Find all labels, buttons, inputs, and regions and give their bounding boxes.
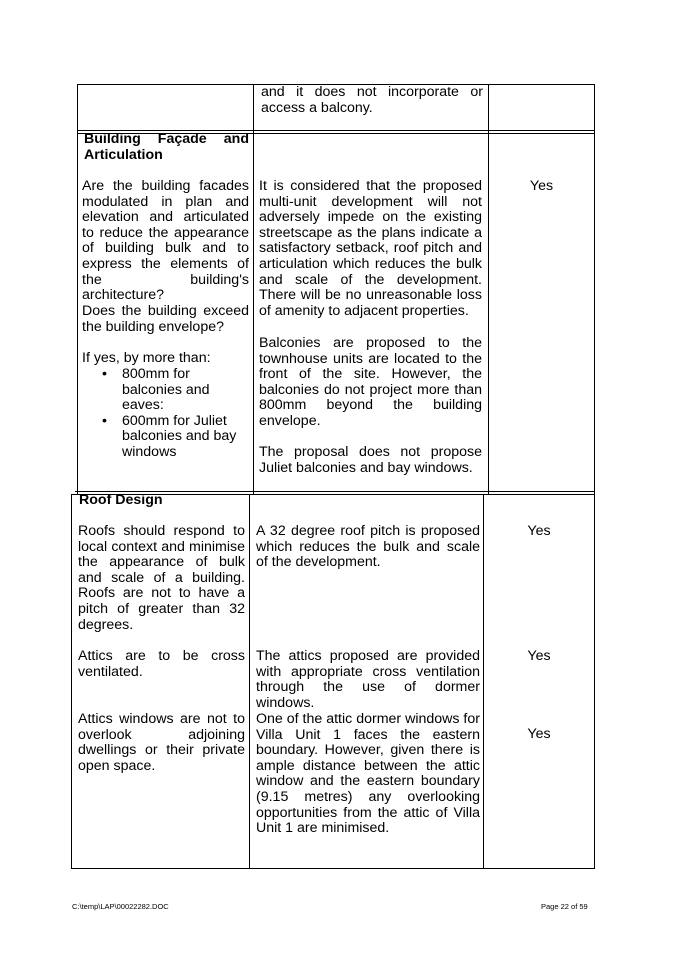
list-item bbox=[80, 414, 240, 461]
footer-file-path: C:\temp\LAP\00022282.DOC bbox=[72, 902, 169, 911]
facade-assessment-1: It is considered that the proposed multi-unit development will not adversely impede on the existing streetscape as the plans indicate a satisfactory setback, roof pitch and articulation which reduces the bulk and scale of the development. There will be no unreasonable loss of amenity to adjacent properties. bbox=[259, 178, 482, 319]
roof-assessment-2: The attics proposed are provided with appropriate cross ventilation through the use of dormer windows. bbox=[256, 648, 480, 711]
bullet-icon: • bbox=[102, 366, 107, 382]
roof-complies-1: Yes bbox=[527, 523, 551, 539]
facade-assessment-2: Balconies are proposed to the townhouse units are located to the front of the site. However, the balconies do not project more than 800mm beyond the building envelope. bbox=[259, 335, 482, 429]
col-divider-2-lower bbox=[483, 494, 484, 869]
footer-page-number: Page 22 of 59 bbox=[541, 902, 588, 911]
roof-control-1: Roofs should respond to local context and minimise the appearance of bulk and scale of a building. Roofs are not to have a pitch of greater than 32 degrees. bbox=[78, 523, 245, 633]
table-border-left-upper bbox=[77, 84, 78, 494]
facade-complies: Yes bbox=[529, 178, 554, 194]
facade-control-3-list bbox=[80, 367, 240, 461]
roof-heading: Roof Design bbox=[79, 492, 163, 508]
col-divider-1-upper bbox=[253, 84, 254, 494]
table-border-left-lower bbox=[71, 494, 72, 869]
facade-assessment-3: The proposal does not propose Juliet balconies and bay windows. bbox=[259, 444, 482, 476]
roof-control-3: Attics windows are not to overlook adjoining dwellings or their private open space. bbox=[78, 711, 245, 774]
table-border-right bbox=[594, 84, 595, 869]
facade-control-2: Does the building exceed the building envelope? bbox=[82, 303, 249, 335]
roof-complies-3: Yes bbox=[527, 726, 551, 742]
roof-assessment-1: A 32 degree roof pitch is proposed which reduces the bulk and scale of the development. bbox=[256, 523, 480, 571]
col-divider-2-upper bbox=[488, 84, 489, 494]
facade-control-3-intro: If yes, by more than: bbox=[82, 350, 211, 366]
roof-complies-2: Yes bbox=[527, 648, 551, 664]
roof-control-2: Attics are to be cross ventilated. bbox=[78, 648, 245, 680]
bullet-text: 800mm for balconies and eaves: bbox=[122, 366, 210, 414]
table-border-bottom bbox=[71, 868, 595, 869]
roof-assessment-3: One of the attic dormer windows for Villa Unit 1 faces the eastern boundary. However, given there is ample distance between the attic window and the eastern boundary (9.15 metres) any overlooking opportunities from the attic of Villa Unit 1 are minimised. bbox=[256, 711, 480, 837]
facade-control-1: Are the building facades modulated in plan and elevation and articulated to reduce the appearance of building bulk and to express the elements of the building's architecture? bbox=[82, 178, 249, 304]
bullet-icon: • bbox=[102, 412, 107, 429]
top-row-assessment: and it does not incorporate or access a balcony. bbox=[261, 84, 483, 116]
bullet-text: 600mm for Juliet balconies and bay windows bbox=[122, 412, 237, 460]
col-divider-1-lower bbox=[249, 494, 250, 869]
facade-heading: Building Façade and Articulation bbox=[84, 131, 249, 163]
list-item bbox=[80, 367, 240, 414]
